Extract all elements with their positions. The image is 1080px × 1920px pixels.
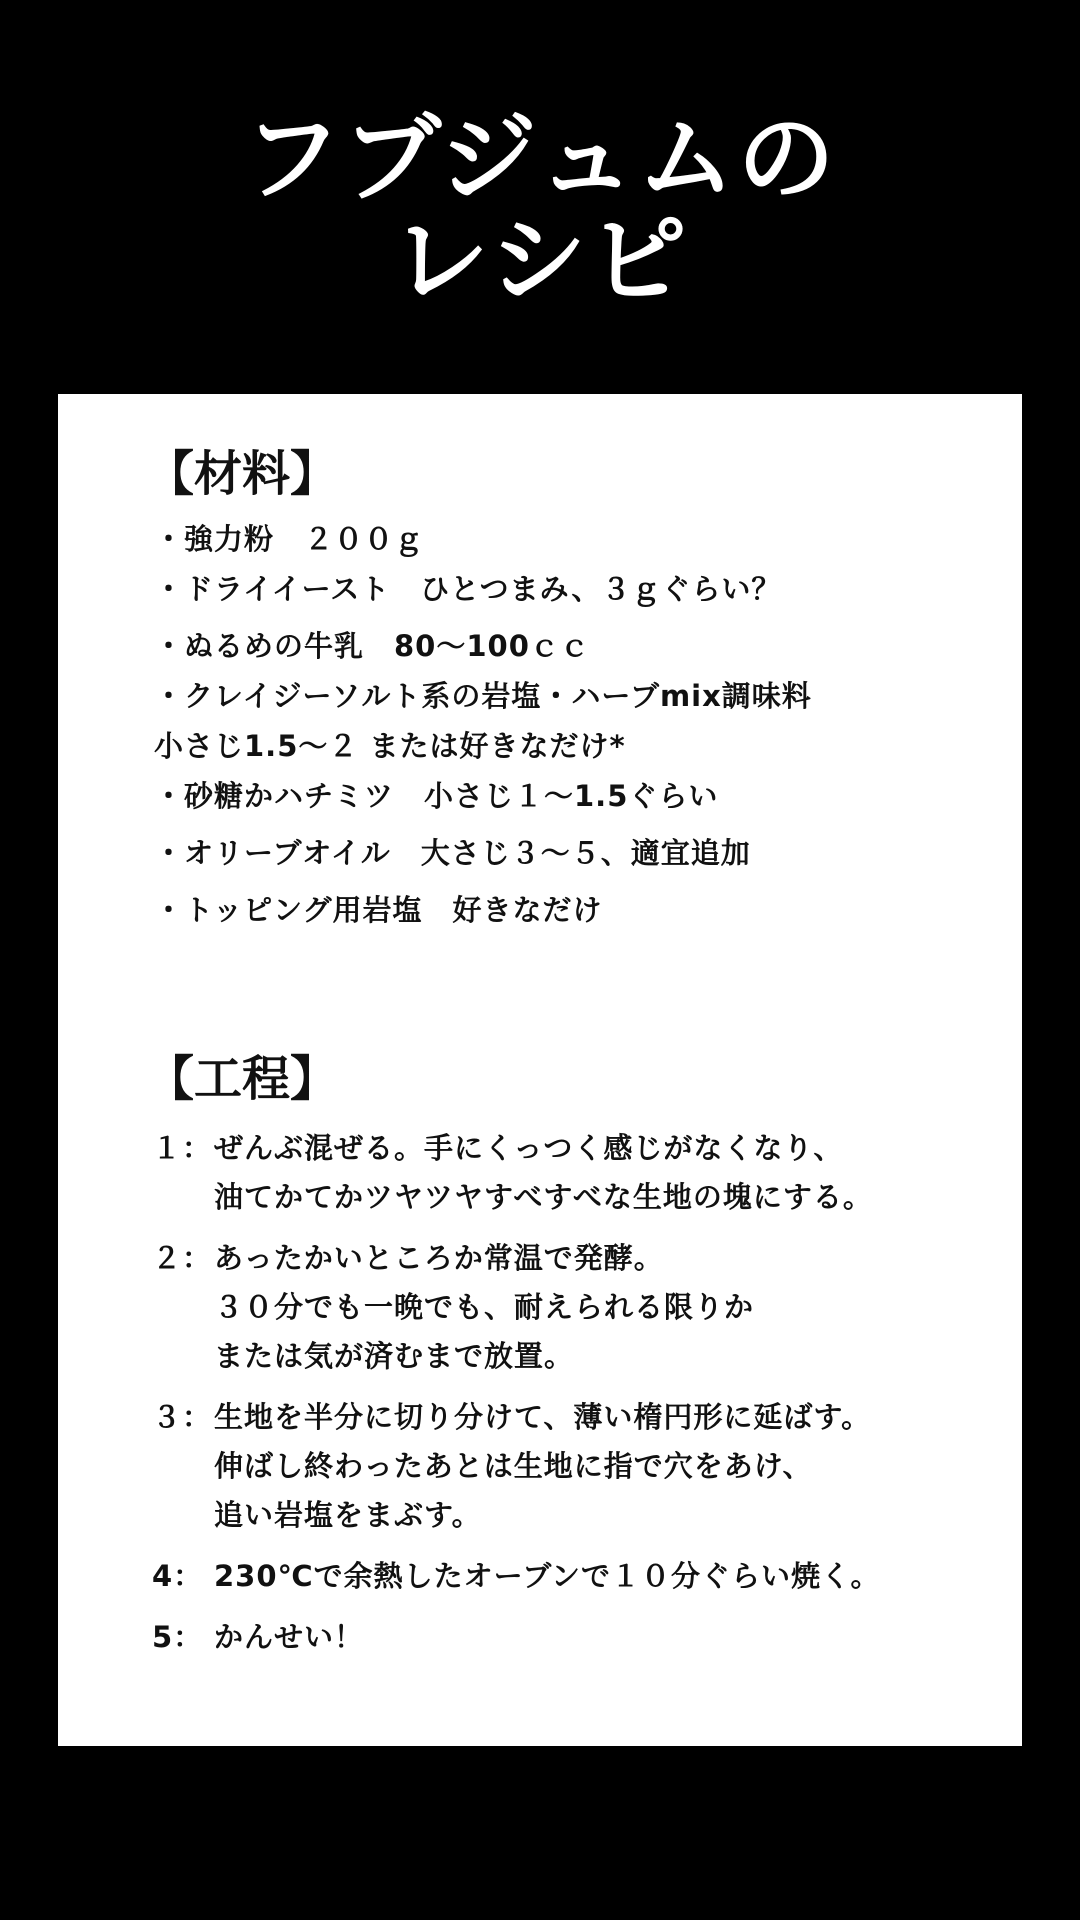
ingredient-item: ・ぬるめの牛乳 80～100ｃｃ <box>154 629 590 663</box>
step-text <box>214 1613 364 1662</box>
ingredients-heading: 【材料】 <box>146 446 339 502</box>
step-text <box>214 1234 754 1381</box>
step-number: ３： <box>152 1400 213 1434</box>
step-line: または気が済むまで放置。 <box>214 1339 575 1373</box>
step-line: かんせい！ <box>214 1620 365 1654</box>
step-item <box>152 1393 1012 1540</box>
ingredient-item: ・トッピング用岩塩 好きなだけ <box>154 893 603 927</box>
ingredient-item: ・強力粉 ２００ｇ <box>154 522 425 556</box>
step-line: 追い岩塩をまぶす。 <box>214 1498 482 1532</box>
step-item <box>152 1124 1012 1222</box>
ingredient-item: ・ドライイースト ひとつまみ、３ｇぐらい？ <box>154 572 782 606</box>
ingredients-list <box>154 514 994 935</box>
title-line-1: フブジュムの <box>242 102 838 216</box>
step-number: ２： <box>152 1241 213 1275</box>
step-line: ぜんぶ混ぜる。手にくっつく感じがなくなり、 <box>214 1131 844 1165</box>
steps-heading: 【工程】 <box>146 1051 339 1107</box>
step-item <box>152 1552 1012 1601</box>
step-text <box>214 1124 873 1222</box>
step-line: 油てかてかツヤツヤすべすべな生地の塊にする。 <box>214 1180 873 1214</box>
step-item <box>152 1234 1012 1381</box>
ingredient-item: ・砂糖かハチミツ 小さじ１～1.5ぐらい <box>154 779 719 813</box>
recipe-card <box>58 394 1022 1746</box>
ingredient-item-continuation: 小さじ1.5～２ または好きなだけ* <box>154 729 626 763</box>
steps-list <box>152 1124 1012 1674</box>
step-text <box>214 1393 871 1540</box>
ingredient-item: ・オリーブオイル 大さじ３～５、適宜追加 <box>154 836 751 870</box>
step-line: あったかいところか常温で発酵。 <box>214 1241 664 1275</box>
step-line: 伸ばし終わったあとは生地に指で穴をあけ、 <box>214 1449 813 1483</box>
step-line: 生地を半分に切り分けて、薄い楕円形に延ばす。 <box>214 1400 872 1434</box>
step-number: 5： <box>152 1620 204 1654</box>
step-line: 230℃で余熱したオーブンで１０分ぐらい焼く。 <box>214 1559 881 1593</box>
page-title <box>0 102 1080 318</box>
step-number: 4： <box>152 1559 204 1593</box>
step-line: ３０分でも一晩でも、耐えられる限りか <box>214 1290 755 1324</box>
title-line-2: レシピ <box>391 204 689 318</box>
step-text <box>214 1552 880 1601</box>
step-item <box>152 1613 1012 1662</box>
step-number: １： <box>152 1131 213 1165</box>
ingredient-item: ・クレイジーソルト系の岩塩・ハーブmix調味料 <box>154 679 812 713</box>
